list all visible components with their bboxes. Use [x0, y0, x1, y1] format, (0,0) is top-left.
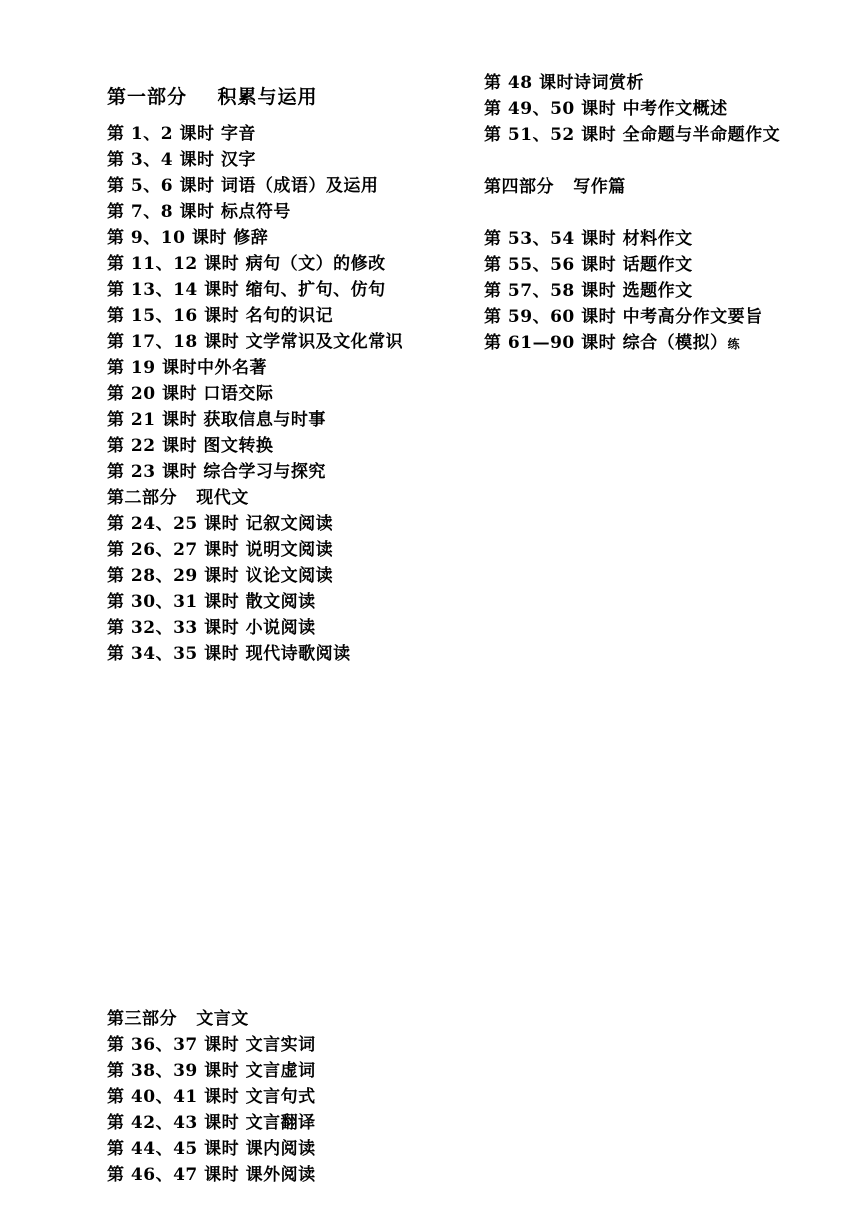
lesson-item: 第 23 课时 综合学习与探究	[107, 462, 326, 482]
section-spacer	[484, 200, 804, 226]
lesson-item: 第 51、52 课时 全命题与半命题作文	[484, 125, 781, 145]
lesson-item: 第 32、33 课时 小说阅读	[107, 618, 316, 638]
lesson-item: 第 57、58 课时 选题作文	[484, 281, 693, 301]
lesson-item: 第 9、10 课时 修辞	[107, 228, 269, 248]
lesson-item: 第 20 课时 口语交际	[107, 384, 274, 404]
lesson-item: 第 17、18 课时 文学常识及文化常识	[107, 332, 404, 352]
lesson-item: 第 40、41 课时 文言句式	[107, 1087, 316, 1107]
lesson-item: 第 42、43 课时 文言翻译	[107, 1113, 316, 1133]
lesson-item: 第 59、60 课时 中考高分作文要旨	[484, 307, 763, 327]
lesson-item: 第 30、31 课时 散文阅读	[107, 592, 316, 612]
lesson-item: 第 44、45 课时 课内阅读	[107, 1139, 316, 1159]
lesson-item: 第 55、56 课时 话题作文	[484, 255, 693, 275]
lesson-item: 第 49、50 课时 中考作文概述	[484, 99, 728, 119]
lesson-item: 第 7、8 课时 标点符号	[107, 202, 291, 222]
lesson-item: 第 26、27 课时 说明文阅读	[107, 540, 334, 560]
lesson-item: 第 1、2 课时 字音	[107, 124, 256, 144]
lesson-item-suffix: 练	[727, 337, 741, 351]
lesson-item: 第 11、12 课时 病句（文）的修改	[107, 254, 386, 274]
lesson-item: 第 21 课时 获取信息与时事	[107, 410, 326, 430]
lesson-item: 第 19 课时中外名著	[107, 358, 267, 378]
part3-heading: 第三部分 文言文	[107, 1009, 249, 1029]
left-column-top	[107, 80, 427, 667]
part1-heading: 第一部分 积累与运用	[107, 86, 318, 108]
right-column	[484, 70, 804, 356]
lesson-item: 第 5、6 课时 词语（成语）及运用	[107, 176, 379, 196]
lesson-item: 第 34、35 课时 现代诗歌阅读	[107, 644, 351, 664]
lesson-item: 第 53、54 课时 材料作文	[484, 229, 693, 249]
lesson-item: 第 38、39 课时 文言虚词	[107, 1061, 316, 1081]
lesson-item-last	[484, 330, 804, 356]
part4-heading: 第四部分 写作篇	[484, 177, 626, 197]
lesson-item: 第 22 课时 图文转换	[107, 436, 274, 456]
part2-heading: 第二部分 现代文	[107, 488, 249, 508]
section-spacer	[484, 148, 804, 174]
lesson-item-text: 第 61—90 课时 综合（模拟）	[484, 333, 728, 353]
lesson-item: 第 24、25 课时 记叙文阅读	[107, 514, 334, 534]
lesson-item: 第 15、16 课时 名句的识记	[107, 306, 334, 326]
lesson-item: 第 3、4 课时 汉字	[107, 150, 256, 170]
lesson-item: 第 48 课时诗词赏析	[484, 73, 644, 93]
lesson-item: 第 28、29 课时 议论文阅读	[107, 566, 334, 586]
lesson-item: 第 46、47 课时 课外阅读	[107, 1165, 316, 1185]
left-column-bottom	[107, 1006, 427, 1188]
lesson-item: 第 36、37 课时 文言实词	[107, 1035, 316, 1055]
lesson-item: 第 13、14 课时 缩句、扩句、仿句	[107, 280, 386, 300]
